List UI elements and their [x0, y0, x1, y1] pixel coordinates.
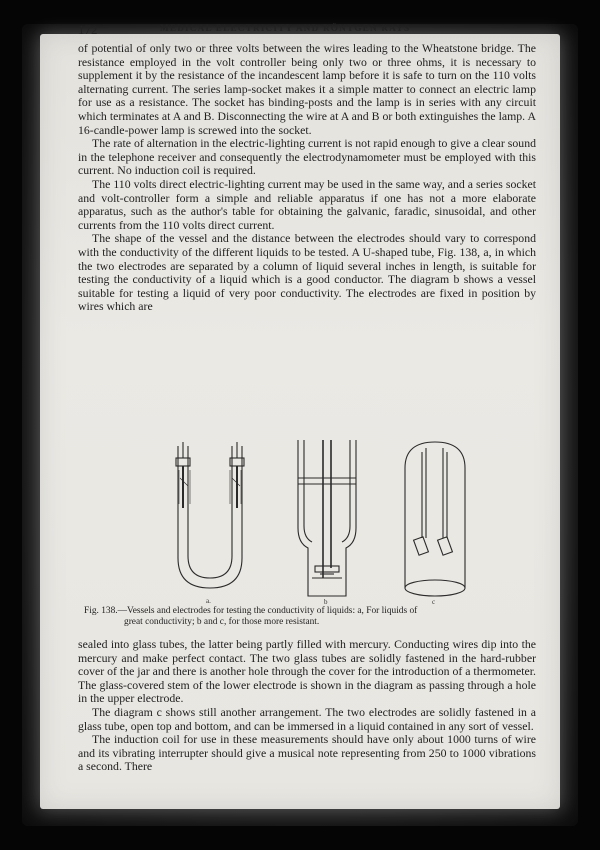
page-header	[78, 22, 508, 38]
u-tube-vessel	[176, 442, 244, 588]
figure-label-c: c	[432, 598, 436, 606]
caption-line: Fig. 138.—Vessels and electrodes for testing the conductivity of liquids: a, For liquids of	[84, 606, 418, 616]
running-head: MEDICAL ELECTRICITY AND RÖNTGEN RAYS	[160, 23, 411, 33]
figure-caption	[84, 606, 536, 628]
page-number: 172	[78, 22, 98, 37]
jar-vessel-b	[298, 440, 356, 596]
caption-line: great conductivity; b and c, for those more resistant.	[124, 617, 320, 627]
paragraph: The shape of the vessel and the distance between the electrodes should vary to correspond with the conductivity of the different liquids to be tested. A U-shaped tube, Fig. 138, a, in which the two electrodes are separated by a column of liquid several inches in length, is suitable for testing the conductivity of a liquid which is a good conductor. The diagram b shows a vessel suitable for testing a liquid of very poor conductivity. The electrodes are fixed in position by wires which are	[78, 231, 536, 314]
paragraph: The diagram c shows still another arrangement. The two electrodes are solidly fastened in a glass tube, open top and bottom, and can be immersed in a liquid contained in any sort of vessel.	[78, 704, 536, 733]
paragraph: The 110 volts direct electric-lighting current may be used in the same way, and a series socket and volt-controller form a simple and reliable apparatus if one has not a more elaborate apparatus, such as the author's table for obtaining the galvanic, faradic, sinusoidal, and other currents from the 110 volts direct current.	[78, 176, 536, 232]
paragraph: The induction coil for use in these measurements should have only about 1000 turns of wire and its vibrating interrupter should give a musical note representing from 250 to 1000 vibrations a second. There	[78, 732, 536, 774]
body-text-bottom	[78, 638, 536, 774]
body-text-top	[78, 42, 536, 314]
tube-vessel-c	[405, 442, 465, 596]
paragraph: sealed into glass tubes, the latter being partly filled with mercury. Conducting wires dip into the mercury and make perfect contact. The two glass tubes are solidly fastened in the hard-rubber cover of the jar and there is another hole through the cover for the introduction of a thermometer. The glass-covered stem of the lower electrode is shown in the diagram as passing through a hole in the upper electrode.	[78, 637, 536, 706]
paragraph: of potential of only two or three volts between the wires leading to the Wheatstone bridge. The resistance employed in the volt controller being only two or three ohms, it is necessary to supplement it by the resistance of the incandescent lamp before it is safe to turn on the 110 volts alternating current. The series lamp-socket makes it a simple matter to connect an electric lamp for use as a resistance. The socket has binding-posts and the lamp is in series with any circuit which terminates at A and B. Disconnecting the wire at A and B or both extinguishes the lamp. A 16-candle-power lamp is screwed into the socket.	[78, 41, 536, 137]
figure-138	[160, 438, 480, 606]
figure-label-b: b	[324, 598, 328, 606]
paragraph: The rate of alternation in the electric-lighting current is not rapid enough to give a clear sound in the telephone receiver and consequently the electrodynamometer must be employed with this current. No induction coil is required.	[78, 136, 536, 178]
figure-label-a: a.	[206, 597, 211, 605]
